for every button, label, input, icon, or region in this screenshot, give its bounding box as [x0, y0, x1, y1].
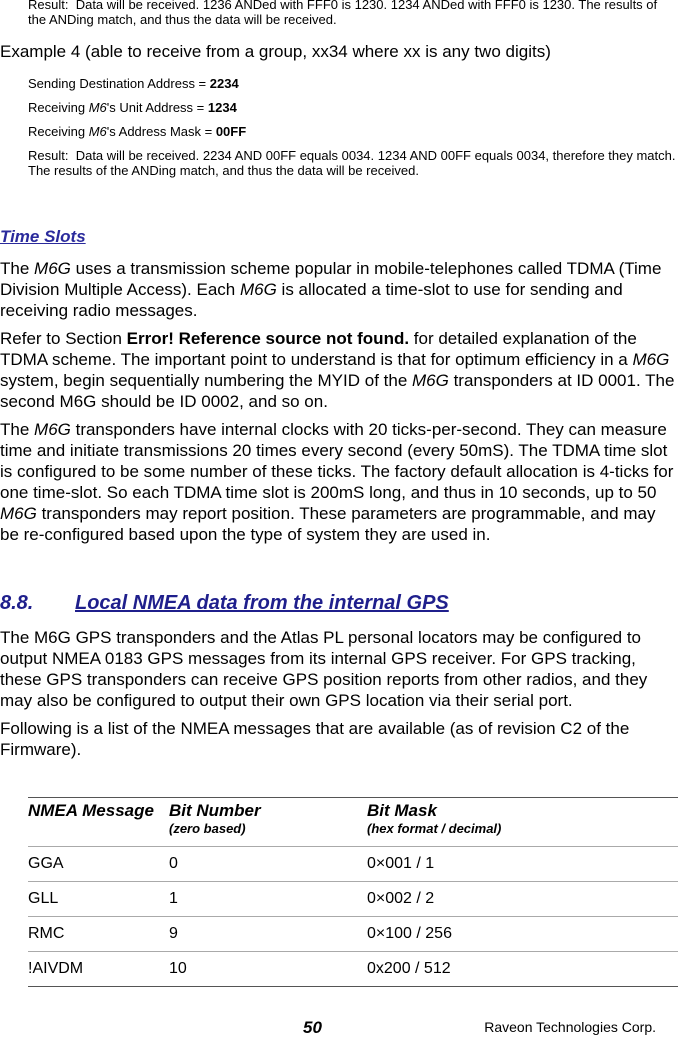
- page-number: 50: [303, 1018, 322, 1037]
- mask-device: M6: [88, 124, 107, 139]
- company-name: Raveon Technologies Corp.: [484, 1019, 656, 1035]
- cell-message: RMC: [28, 917, 169, 952]
- table-row: [28, 882, 678, 917]
- time-slots-p3: The M6G transponders have internal clocks with 20 ticks-per-second. They can measure time and initiate transmissions 20 times every second (every 50mS). The TDMA time slot is configured to be some number of these ticks. The factory default allocation is 4-ticks for one time-slot. So each TDMA time slot is 200mS long, and thus in 10 seconds, up to 50 M6G transponders may report position. These parameters are programmable, and may be re-configured based upon the type of system they are used in.: [0, 420, 674, 544]
- col-header-mask-sub: (hex format / decimal): [367, 821, 502, 836]
- cell-bit: 9: [169, 917, 367, 952]
- col-header-bit: Bit Number (zero based): [169, 798, 367, 847]
- result-label: Result:: [28, 0, 69, 12]
- result-text: Data will be received. 1236 ANDed with FFF0 is 1230. 1234 ANDed with FFF0 is 1230. The results of the ANDing match, and thus the data will be received.: [28, 0, 658, 27]
- section-p1: The M6G GPS transponders and the Atlas PL personal locators may be configured to output NMEA 0183 GPS messages from its internal GPS receiver. For GPS tracking, these GPS transponders can receive GPS position reports from other radios, and they may also be configured to output their own GPS location via their serial port.: [0, 628, 648, 710]
- cell-message: GGA: [28, 847, 169, 882]
- result-text: Data will be received. 2234 AND 00FF equals 0034. 1234 AND 00FF equals 0034, therefore they match. The results of the ANDing match, and thus the data will be received.: [28, 148, 676, 178]
- mask-prefix: Receiving: [28, 124, 89, 139]
- sending-label: Sending Destination Address =: [28, 76, 210, 91]
- cell-bit: 1: [169, 882, 367, 917]
- example4-block: [28, 76, 678, 178]
- section-title: Local NMEA data from the internal GPS: [75, 592, 449, 614]
- nmea-table: [28, 797, 678, 987]
- cell-mask: 0x200 / 512: [367, 952, 678, 987]
- col-header-bit-sub: (zero based): [169, 821, 246, 836]
- col-header-message: NMEA Message: [28, 798, 169, 847]
- section-p2: Following is a list of the NMEA messages that are available (as of revision C2 of the Firmware).: [0, 719, 630, 759]
- section-heading: [0, 592, 449, 615]
- cell-message: !AIVDM: [28, 952, 169, 987]
- cell-mask: 0×001 / 1: [367, 847, 678, 882]
- unit-suffix: 's Unit Address =: [106, 100, 208, 115]
- cell-message: GLL: [28, 882, 169, 917]
- section-number: 8.8.: [0, 592, 34, 614]
- result-label: Result:: [28, 148, 69, 163]
- table-header-row: [28, 798, 678, 847]
- cell-bit: 10: [169, 952, 367, 987]
- col-header-mask: Bit Mask (hex format / decimal): [367, 798, 678, 847]
- time-slots-heading: Time Slots: [0, 227, 86, 246]
- sending-value: 2234: [209, 76, 239, 91]
- cell-mask: 0×100 / 256: [367, 917, 678, 952]
- example4-heading: Example 4 (able to receive from a group, xx34 where xx is any two digits): [0, 42, 551, 61]
- time-slots-p2: Refer to Section Error! Reference source not found. for detailed explanation of the TDMA scheme. The important point to understand is that for optimum efficiency in a M6G system, begin sequentially numbering the MYID of the M6G transponders at ID 0001. The second M6G should be ID 0002, and so on.: [0, 329, 675, 411]
- unit-value: 1234: [207, 100, 237, 115]
- section-body: [0, 627, 678, 760]
- time-slots-p1: The M6G uses a transmission scheme popular in mobile-telephones called TDMA (Time Division Multiple Access). Each M6G is allocated a time-slot to use for sending and receiving radio messages.: [0, 259, 662, 320]
- table-row: [28, 847, 678, 882]
- unit-prefix: Receiving: [28, 100, 89, 115]
- table-row: [28, 917, 678, 952]
- mask-value: 00FF: [215, 124, 247, 139]
- time-slots-body: [0, 258, 678, 545]
- unit-device: M6: [88, 100, 107, 115]
- table-row: [28, 952, 678, 987]
- mask-suffix: 's Address Mask =: [106, 124, 216, 139]
- example3-result: [28, 0, 668, 27]
- cell-bit: 0: [169, 847, 367, 882]
- cell-mask: 0×002 / 2: [367, 882, 678, 917]
- reference-error: Error! Reference source not found.: [126, 329, 410, 348]
